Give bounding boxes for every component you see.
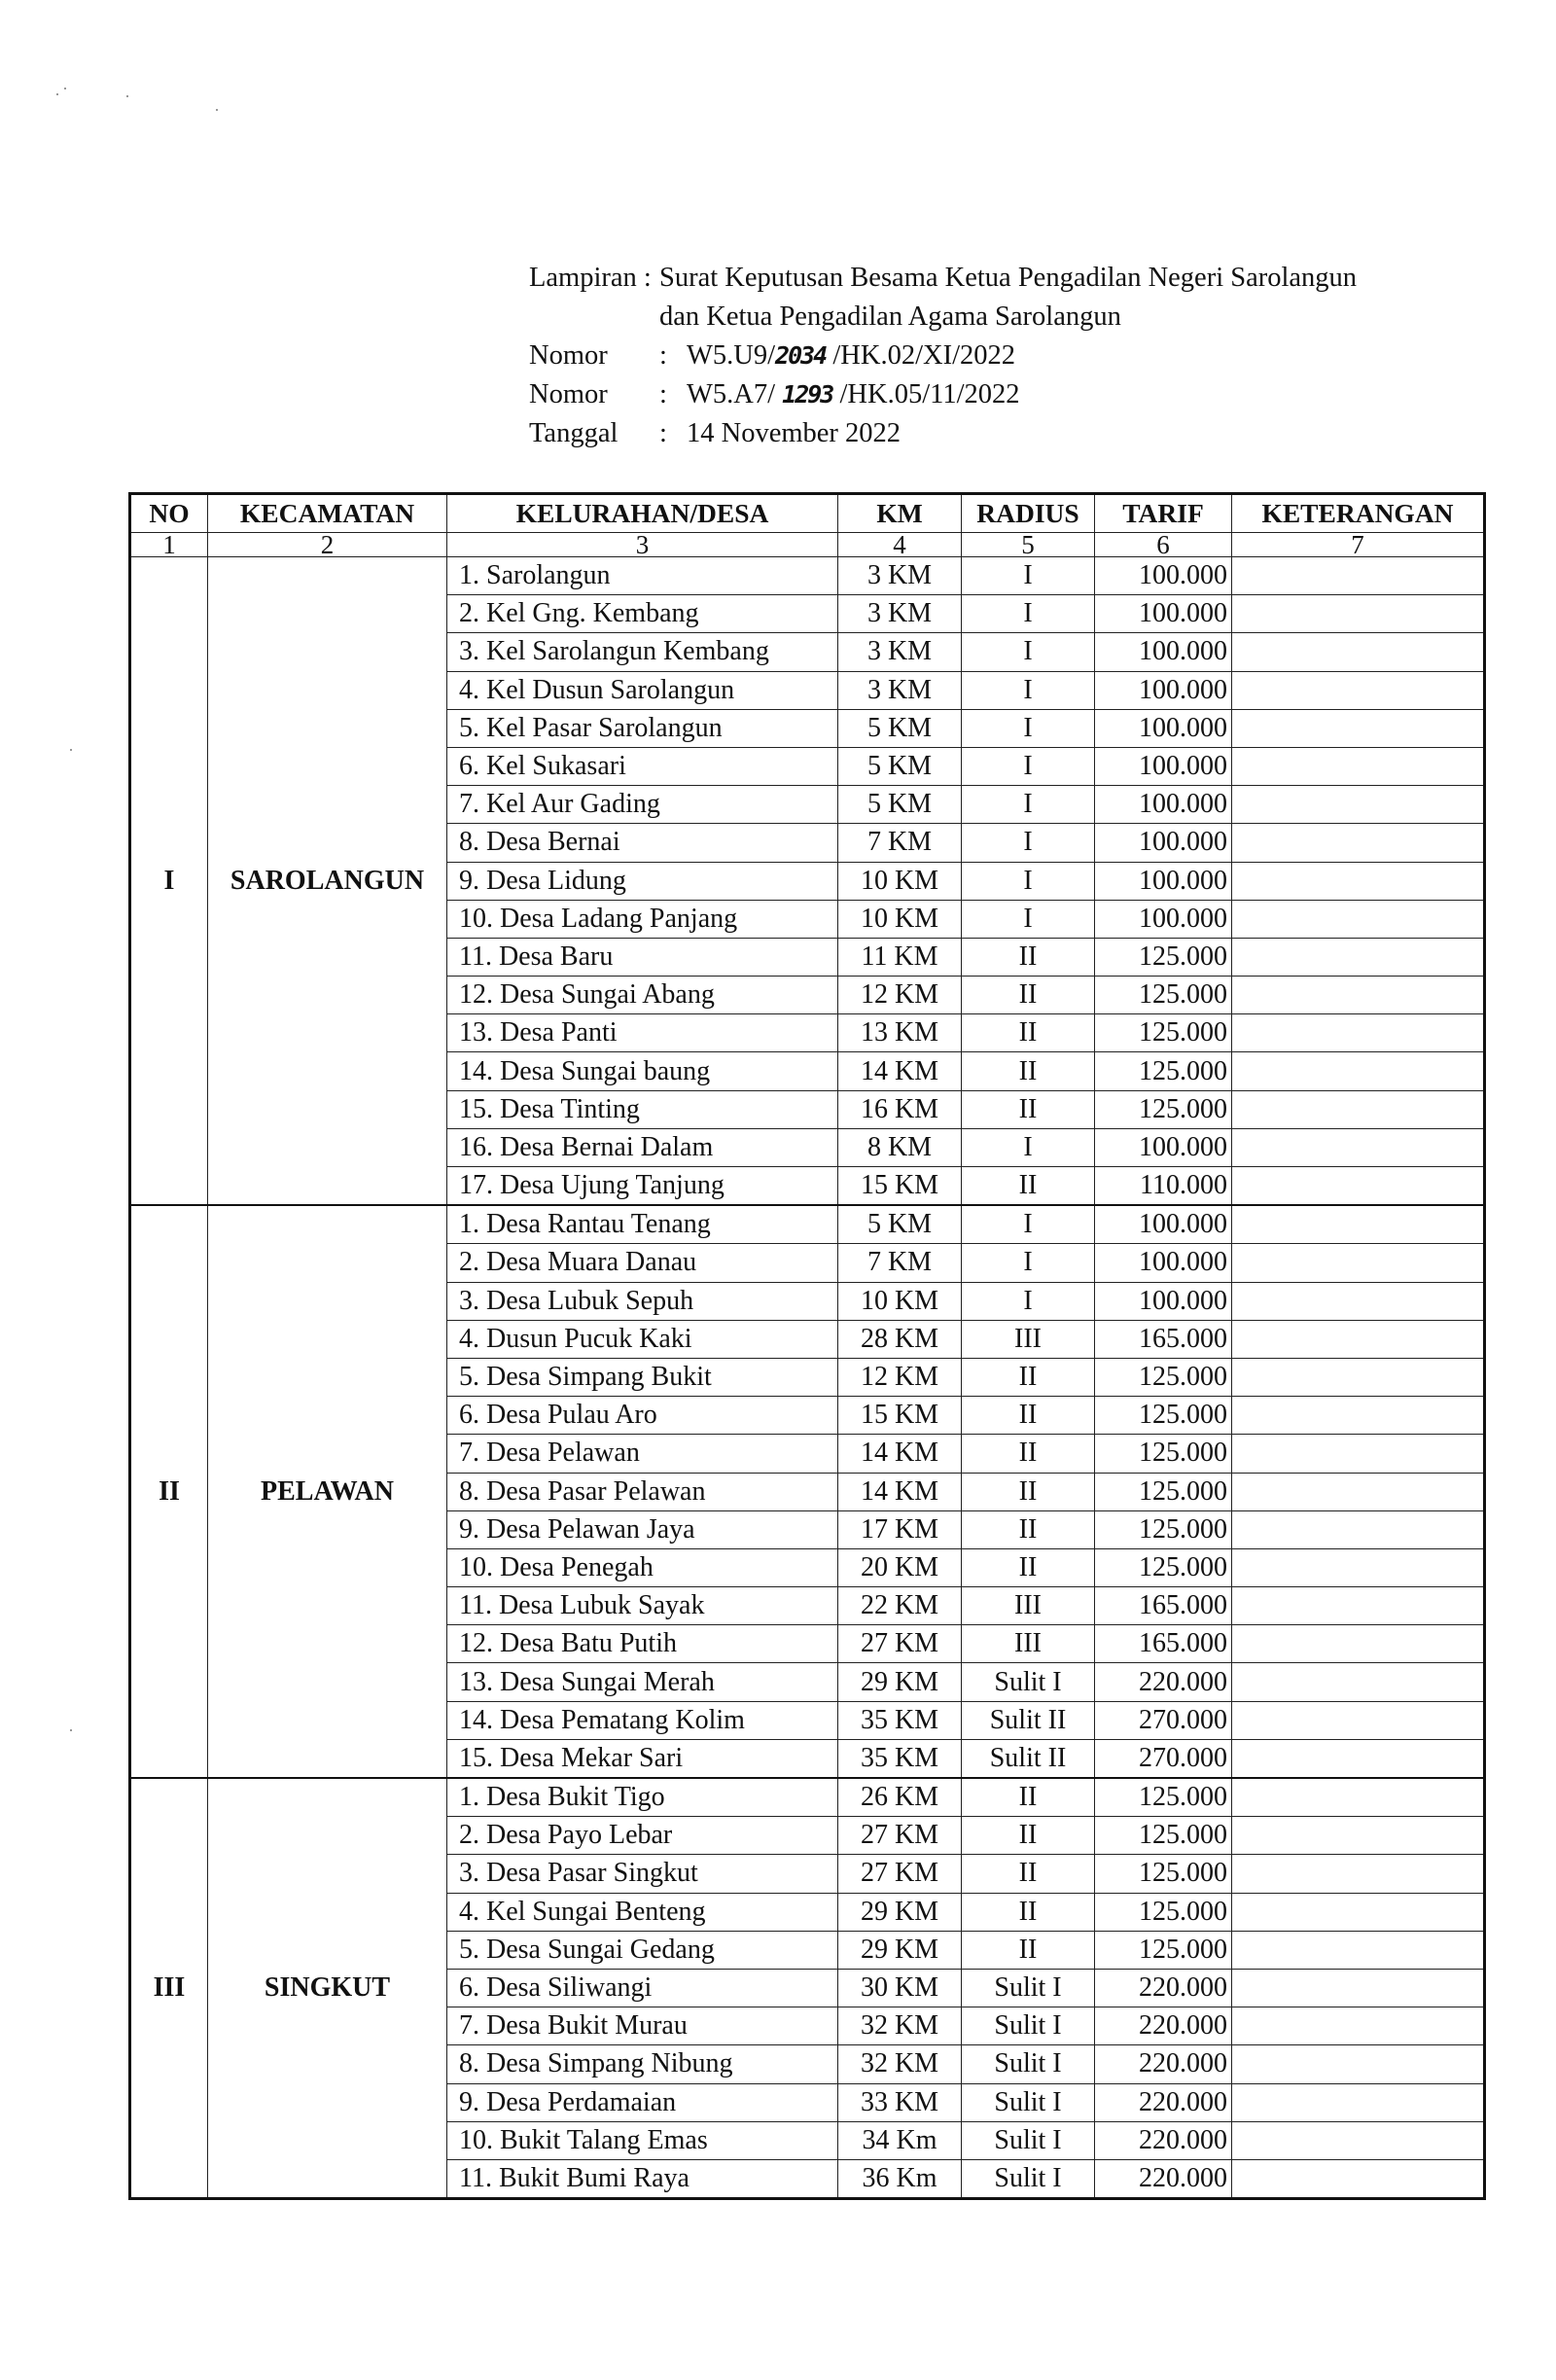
scan-speck xyxy=(70,1729,72,1731)
radius-cell: II xyxy=(962,1510,1095,1548)
kelurahan-desa-cell: 3. Desa Lubuk Sepuh xyxy=(447,1282,838,1320)
kelurahan-desa-cell: 4. Dusun Pucuk Kaki xyxy=(447,1320,838,1358)
tarif-cell: 100.000 xyxy=(1095,1282,1232,1320)
radius-cell: II xyxy=(962,977,1095,1014)
kecamatan-number: III xyxy=(130,1778,208,2199)
kelurahan-desa-cell: 2. Desa Muara Danau xyxy=(447,1244,838,1282)
keterangan-cell xyxy=(1232,1090,1485,1128)
kelurahan-desa-cell: 1. Sarolangun xyxy=(447,557,838,595)
km-cell: 34 Km xyxy=(838,2121,962,2159)
tarif-cell: 165.000 xyxy=(1095,1320,1232,1358)
keterangan-cell xyxy=(1232,747,1485,785)
km-cell: 14 KM xyxy=(838,1473,962,1510)
tarif-cell: 125.000 xyxy=(1095,1931,1232,1969)
kelurahan-desa-cell: 15. Desa Mekar Sari xyxy=(447,1739,838,1778)
kecamatan-number: II xyxy=(130,1205,208,1778)
tarif-cell: 100.000 xyxy=(1095,595,1232,633)
keterangan-cell xyxy=(1232,1473,1485,1510)
km-cell: 7 KM xyxy=(838,824,962,862)
tarif-cell: 125.000 xyxy=(1095,1510,1232,1548)
keterangan-cell xyxy=(1232,1397,1485,1435)
km-cell: 10 KM xyxy=(838,1282,962,1320)
keterangan-cell xyxy=(1232,595,1485,633)
keterangan-cell xyxy=(1232,2121,1485,2159)
kelurahan-desa-cell: 13. Desa Sungai Merah xyxy=(447,1663,838,1701)
radius-cell: Sulit II xyxy=(962,1739,1095,1778)
tarif-cell: 125.000 xyxy=(1095,977,1232,1014)
km-cell: 13 KM xyxy=(838,1014,962,1052)
column-number: 4 xyxy=(838,533,962,557)
keterangan-cell xyxy=(1232,2083,1485,2121)
kelurahan-desa-cell: 13. Desa Panti xyxy=(447,1014,838,1052)
tarif-cell: 100.000 xyxy=(1095,1205,1232,1244)
tanggal-row: Tanggal : 14 November 2022 xyxy=(529,414,1357,453)
kecamatan-number: I xyxy=(130,557,208,1206)
radius-cell: I xyxy=(962,633,1095,671)
km-cell: 3 KM xyxy=(838,595,962,633)
nomor-label: Nomor xyxy=(529,379,608,409)
radius-cell: II xyxy=(962,1358,1095,1396)
column-number: 6 xyxy=(1095,533,1232,557)
tarif-cell: 125.000 xyxy=(1095,1014,1232,1052)
km-cell: 12 KM xyxy=(838,1358,962,1396)
kelurahan-desa-cell: 10. Desa Ladang Panjang xyxy=(447,900,838,938)
keterangan-cell xyxy=(1232,1205,1485,1244)
tarif-cell: 100.000 xyxy=(1095,862,1232,900)
header-km: KM xyxy=(838,494,962,533)
scan-speck xyxy=(64,88,66,89)
tarif-cell: 220.000 xyxy=(1095,2159,1232,2198)
tarif-cell: 100.000 xyxy=(1095,1128,1232,1166)
tarif-cell: 100.000 xyxy=(1095,786,1232,824)
keterangan-cell xyxy=(1232,1817,1485,1855)
keterangan-cell xyxy=(1232,633,1485,671)
radius-cell: II xyxy=(962,1473,1095,1510)
km-cell: 5 KM xyxy=(838,747,962,785)
header-kecamatan: KECAMATAN xyxy=(208,494,447,533)
keterangan-cell xyxy=(1232,709,1485,747)
radius-cell: I xyxy=(962,595,1095,633)
nomor-row-2: Nomor : W5.A7/ 1293 /HK.05/11/2022 xyxy=(529,375,1357,414)
tariff-table xyxy=(128,492,1486,2200)
radius-cell: Sulit I xyxy=(962,1969,1095,2007)
km-cell: 15 KM xyxy=(838,1397,962,1435)
scan-speck xyxy=(126,95,128,97)
header-keterangan: KETERANGAN xyxy=(1232,494,1485,533)
km-cell: 30 KM xyxy=(838,1969,962,2007)
kelurahan-desa-cell: 8. Desa Bernai xyxy=(447,824,838,862)
km-cell: 20 KM xyxy=(838,1548,962,1586)
tarif-cell: 125.000 xyxy=(1095,1893,1232,1931)
km-cell: 3 KM xyxy=(838,633,962,671)
table-header-row xyxy=(130,494,1485,533)
kelurahan-desa-cell: 12. Desa Sungai Abang xyxy=(447,977,838,1014)
radius-cell: Sulit II xyxy=(962,1701,1095,1739)
km-cell: 29 KM xyxy=(838,1893,962,1931)
radius-cell: II xyxy=(962,1167,1095,1206)
keterangan-cell xyxy=(1232,671,1485,709)
kelurahan-desa-cell: 1. Desa Rantau Tenang xyxy=(447,1205,838,1244)
radius-cell: I xyxy=(962,1205,1095,1244)
kelurahan-desa-cell: 9. Desa Lidung xyxy=(447,862,838,900)
keterangan-cell xyxy=(1232,1435,1485,1473)
handwritten-number: 2034 xyxy=(775,341,827,370)
radius-cell: I xyxy=(962,709,1095,747)
tarif-cell: 125.000 xyxy=(1095,1473,1232,1510)
km-cell: 3 KM xyxy=(838,671,962,709)
radius-cell: II xyxy=(962,1397,1095,1435)
radius-cell: I xyxy=(962,1128,1095,1166)
kelurahan-desa-cell: 6. Desa Siliwangi xyxy=(447,1969,838,2007)
km-cell: 29 KM xyxy=(838,1663,962,1701)
tarif-cell: 125.000 xyxy=(1095,1817,1232,1855)
kecamatan-name: SINGKUT xyxy=(208,1778,447,2199)
column-number: 7 xyxy=(1232,533,1485,557)
km-cell: 15 KM xyxy=(838,1167,962,1206)
radius-cell: Sulit I xyxy=(962,2121,1095,2159)
km-cell: 36 Km xyxy=(838,2159,962,2198)
tarif-cell: 220.000 xyxy=(1095,2045,1232,2083)
radius-cell: III xyxy=(962,1587,1095,1625)
kelurahan-desa-cell: 1. Desa Bukit Tigo xyxy=(447,1778,838,1817)
kelurahan-desa-cell: 9. Desa Pelawan Jaya xyxy=(447,1510,838,1548)
keterangan-cell xyxy=(1232,1663,1485,1701)
tarif-cell: 100.000 xyxy=(1095,709,1232,747)
tarif-cell: 100.000 xyxy=(1095,633,1232,671)
kelurahan-desa-cell: 16. Desa Bernai Dalam xyxy=(447,1128,838,1166)
km-cell: 5 KM xyxy=(838,1205,962,1244)
keterangan-cell xyxy=(1232,1548,1485,1586)
nomor-row-1: Nomor : W5.U9/2034 /HK.02/XI/2022 xyxy=(529,337,1357,375)
km-cell: 22 KM xyxy=(838,1587,962,1625)
header-no: NO xyxy=(130,494,208,533)
km-cell: 32 KM xyxy=(838,2007,962,2045)
tarif-cell: 270.000 xyxy=(1095,1701,1232,1739)
keterangan-cell xyxy=(1232,1282,1485,1320)
kelurahan-desa-cell: 15. Desa Tinting xyxy=(447,1090,838,1128)
header-tarif: TARIF xyxy=(1095,494,1232,533)
kelurahan-desa-cell: 7. Desa Pelawan xyxy=(447,1435,838,1473)
kelurahan-desa-cell: 6. Desa Pulau Aro xyxy=(447,1397,838,1435)
radius-cell: I xyxy=(962,557,1095,595)
tarif-cell: 220.000 xyxy=(1095,2083,1232,2121)
radius-cell: I xyxy=(962,1282,1095,1320)
km-cell: 27 KM xyxy=(838,1817,962,1855)
lampiran-value-line2: dan Ketua Pengadilan Agama Sarolangun xyxy=(659,302,1121,332)
keterangan-cell xyxy=(1232,1167,1485,1206)
radius-cell: II xyxy=(962,1090,1095,1128)
keterangan-cell xyxy=(1232,1510,1485,1548)
tarif-cell: 125.000 xyxy=(1095,1090,1232,1128)
column-number: 2 xyxy=(208,533,447,557)
table-row xyxy=(130,1205,1485,1244)
tarif-cell: 220.000 xyxy=(1095,2121,1232,2159)
radius-cell: I xyxy=(962,671,1095,709)
km-cell: 3 KM xyxy=(838,557,962,595)
tarif-cell: 270.000 xyxy=(1095,1739,1232,1778)
km-cell: 11 KM xyxy=(838,938,962,976)
km-cell: 27 KM xyxy=(838,1855,962,1893)
tarif-cell: 165.000 xyxy=(1095,1587,1232,1625)
kelurahan-desa-cell: 7. Kel Aur Gading xyxy=(447,786,838,824)
keterangan-cell xyxy=(1232,1855,1485,1893)
tarif-cell: 100.000 xyxy=(1095,1244,1232,1282)
radius-cell: Sulit I xyxy=(962,2007,1095,2045)
kelurahan-desa-cell: 3. Desa Pasar Singkut xyxy=(447,1855,838,1893)
keterangan-cell xyxy=(1232,862,1485,900)
km-cell: 33 KM xyxy=(838,2083,962,2121)
kelurahan-desa-cell: 11. Desa Lubuk Sayak xyxy=(447,1587,838,1625)
keterangan-cell xyxy=(1232,1969,1485,2007)
keterangan-cell xyxy=(1232,1739,1485,1778)
kelurahan-desa-cell: 4. Kel Dusun Sarolangun xyxy=(447,671,838,709)
tarif-cell: 165.000 xyxy=(1095,1625,1232,1663)
tarif-cell: 125.000 xyxy=(1095,938,1232,976)
column-number: 1 xyxy=(130,533,208,557)
kelurahan-desa-cell: 7. Desa Bukit Murau xyxy=(447,2007,838,2045)
keterangan-cell xyxy=(1232,900,1485,938)
tarif-cell: 110.000 xyxy=(1095,1167,1232,1206)
kelurahan-desa-cell: 10. Desa Penegah xyxy=(447,1548,838,1586)
tarif-cell: 125.000 xyxy=(1095,1052,1232,1090)
kelurahan-desa-cell: 9. Desa Perdamaian xyxy=(447,2083,838,2121)
kecamatan-name: PELAWAN xyxy=(208,1205,447,1778)
tarif-cell: 100.000 xyxy=(1095,900,1232,938)
km-cell: 10 KM xyxy=(838,862,962,900)
radius-cell: II xyxy=(962,1052,1095,1090)
kelurahan-desa-cell: 14. Desa Pematang Kolim xyxy=(447,1701,838,1739)
km-cell: 5 KM xyxy=(838,786,962,824)
keterangan-cell xyxy=(1232,557,1485,595)
tarif-cell: 125.000 xyxy=(1095,1855,1232,1893)
table-body xyxy=(130,557,1485,2199)
handwritten-number: 1293 xyxy=(782,380,833,409)
keterangan-cell xyxy=(1232,2045,1485,2083)
radius-cell: II xyxy=(962,1014,1095,1052)
km-cell: 26 KM xyxy=(838,1778,962,1817)
kelurahan-desa-cell: 10. Bukit Talang Emas xyxy=(447,2121,838,2159)
tanggal-value: 14 November 2022 xyxy=(687,418,902,448)
kelurahan-desa-cell: 3. Kel Sarolangun Kembang xyxy=(447,633,838,671)
radius-cell: III xyxy=(962,1625,1095,1663)
lampiran-label: Lampiran xyxy=(529,263,637,293)
lampiran-row-2 xyxy=(529,298,1357,337)
tarif-cell: 125.000 xyxy=(1095,1397,1232,1435)
lampiran-value-line1: Surat Keputusan Besama Ketua Pengadilan Negeri Sarolangun xyxy=(659,263,1358,293)
km-cell: 8 KM xyxy=(838,1128,962,1166)
tarif-cell: 125.000 xyxy=(1095,1548,1232,1586)
kelurahan-desa-cell: 4. Kel Sungai Benteng xyxy=(447,1893,838,1931)
kelurahan-desa-cell: 5. Desa Simpang Bukit xyxy=(447,1358,838,1396)
kecamatan-name: SAROLANGUN xyxy=(208,557,447,1206)
keterangan-cell xyxy=(1232,2007,1485,2045)
kelurahan-desa-cell: 8. Desa Pasar Pelawan xyxy=(447,1473,838,1510)
kelurahan-desa-cell: 17. Desa Ujung Tanjung xyxy=(447,1167,838,1206)
tarif-cell: 100.000 xyxy=(1095,824,1232,862)
nomor-value-2: W5.A7/ 1293 /HK.05/11/2022 xyxy=(687,379,1020,409)
keterangan-cell xyxy=(1232,1052,1485,1090)
km-cell: 35 KM xyxy=(838,1739,962,1778)
km-cell: 27 KM xyxy=(838,1625,962,1663)
scan-speck xyxy=(216,109,218,111)
radius-cell: I xyxy=(962,747,1095,785)
radius-cell: III xyxy=(962,1320,1095,1358)
radius-cell: II xyxy=(962,1435,1095,1473)
radius-cell: II xyxy=(962,1778,1095,1817)
keterangan-cell xyxy=(1232,1320,1485,1358)
km-cell: 17 KM xyxy=(838,1510,962,1548)
km-cell: 14 KM xyxy=(838,1052,962,1090)
km-cell: 28 KM xyxy=(838,1320,962,1358)
tarif-cell: 100.000 xyxy=(1095,747,1232,785)
tarif-cell: 125.000 xyxy=(1095,1778,1232,1817)
km-cell: 5 KM xyxy=(838,709,962,747)
keterangan-cell xyxy=(1232,2159,1485,2198)
tarif-cell: 100.000 xyxy=(1095,671,1232,709)
km-cell: 32 KM xyxy=(838,2045,962,2083)
header-radius: RADIUS xyxy=(962,494,1095,533)
kelurahan-desa-cell: 8. Desa Simpang Nibung xyxy=(447,2045,838,2083)
radius-cell: Sulit I xyxy=(962,2045,1095,2083)
tarif-cell: 125.000 xyxy=(1095,1435,1232,1473)
kelurahan-desa-cell: 11. Desa Baru xyxy=(447,938,838,976)
tanggal-label: Tanggal xyxy=(529,418,619,448)
radius-cell: II xyxy=(962,1548,1095,1586)
km-cell: 29 KM xyxy=(838,1931,962,1969)
km-cell: 12 KM xyxy=(838,977,962,1014)
kelurahan-desa-cell: 11. Bukit Bumi Raya xyxy=(447,2159,838,2198)
scan-speck xyxy=(70,749,72,751)
radius-cell: I xyxy=(962,900,1095,938)
tarif-cell: 100.000 xyxy=(1095,557,1232,595)
keterangan-cell xyxy=(1232,1244,1485,1282)
radius-cell: I xyxy=(962,1244,1095,1282)
table-row xyxy=(130,557,1485,595)
nomor-value-1: W5.U9/2034 /HK.02/XI/2022 xyxy=(687,340,1015,371)
radius-cell: II xyxy=(962,1931,1095,1969)
keterangan-cell xyxy=(1232,824,1485,862)
keterangan-cell xyxy=(1232,1778,1485,1817)
radius-cell: Sulit I xyxy=(962,1663,1095,1701)
radius-cell: I xyxy=(962,786,1095,824)
radius-cell: II xyxy=(962,1817,1095,1855)
tarif-cell: 220.000 xyxy=(1095,2007,1232,2045)
kelurahan-desa-cell: 6. Kel Sukasari xyxy=(447,747,838,785)
radius-cell: II xyxy=(962,938,1095,976)
kelurahan-desa-cell: 5. Kel Pasar Sarolangun xyxy=(447,709,838,747)
radius-cell: Sulit I xyxy=(962,2083,1095,2121)
nomor-label: Nomor xyxy=(529,340,608,371)
tarif-cell: 125.000 xyxy=(1095,1358,1232,1396)
km-cell: 7 KM xyxy=(838,1244,962,1282)
column-number: 5 xyxy=(962,533,1095,557)
km-cell: 10 KM xyxy=(838,900,962,938)
kelurahan-desa-cell: 2. Desa Payo Lebar xyxy=(447,1817,838,1855)
km-cell: 16 KM xyxy=(838,1090,962,1128)
radius-cell: Sulit I xyxy=(962,2159,1095,2198)
radius-cell: II xyxy=(962,1893,1095,1931)
keterangan-cell xyxy=(1232,1358,1485,1396)
keterangan-cell xyxy=(1232,1701,1485,1739)
radius-cell: I xyxy=(962,862,1095,900)
keterangan-cell xyxy=(1232,1625,1485,1663)
kelurahan-desa-cell: 12. Desa Batu Putih xyxy=(447,1625,838,1663)
keterangan-cell xyxy=(1232,977,1485,1014)
lampiran-row: Lampiran : Surat Keputusan Besama Ketua Pengadilan Negeri Sarolangun xyxy=(529,259,1357,298)
tarif-cell: 220.000 xyxy=(1095,1663,1232,1701)
column-number-row xyxy=(130,533,1485,557)
kelurahan-desa-cell: 5. Desa Sungai Gedang xyxy=(447,1931,838,1969)
keterangan-cell xyxy=(1232,1587,1485,1625)
km-cell: 35 KM xyxy=(838,1701,962,1739)
keterangan-cell xyxy=(1232,1931,1485,1969)
document-header xyxy=(529,259,1357,453)
keterangan-cell xyxy=(1232,1014,1485,1052)
scan-speck xyxy=(56,93,58,95)
kelurahan-desa-cell: 2. Kel Gng. Kembang xyxy=(447,595,838,633)
header-kelurahan-desa: KELURAHAN/DESA xyxy=(447,494,838,533)
tarif-cell: 220.000 xyxy=(1095,1969,1232,2007)
kelurahan-desa-cell: 14. Desa Sungai baung xyxy=(447,1052,838,1090)
km-cell: 14 KM xyxy=(838,1435,962,1473)
keterangan-cell xyxy=(1232,1128,1485,1166)
radius-cell: II xyxy=(962,1855,1095,1893)
table-row xyxy=(130,1778,1485,1817)
keterangan-cell xyxy=(1232,1893,1485,1931)
keterangan-cell xyxy=(1232,786,1485,824)
keterangan-cell xyxy=(1232,938,1485,976)
column-number: 3 xyxy=(447,533,838,557)
radius-cell: I xyxy=(962,824,1095,862)
